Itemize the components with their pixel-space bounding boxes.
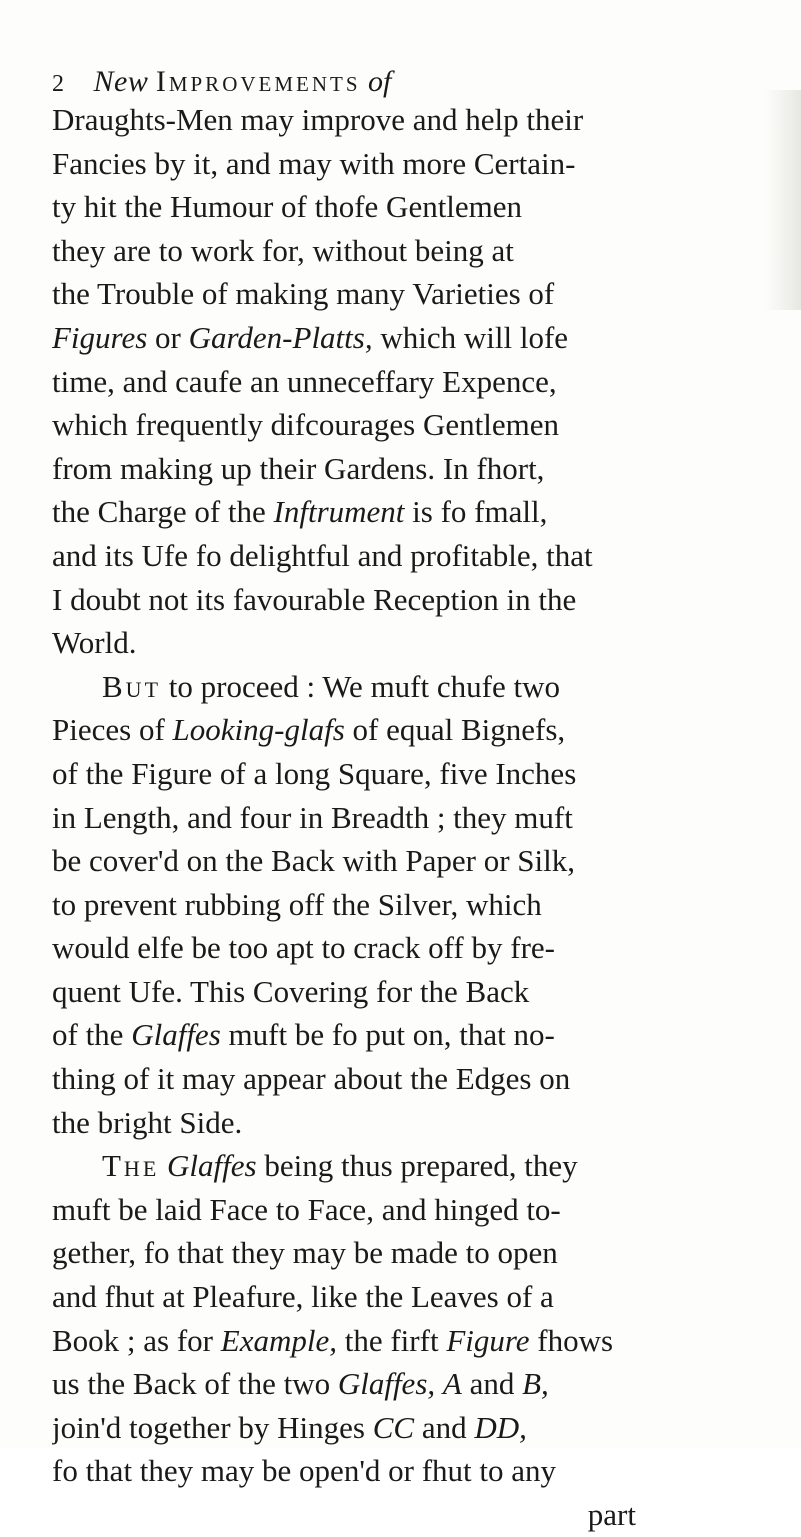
text-run: the Charge of the <box>52 494 274 530</box>
text-run: Book ; as for <box>52 1322 221 1358</box>
text-line <box>52 1231 752 1275</box>
text-run: Pieces of <box>52 712 173 748</box>
header-title-word: New <box>93 65 149 98</box>
text-run: which frequently difcourages Gentlemen <box>52 407 560 443</box>
text-line <box>52 665 752 709</box>
small-caps-run: But <box>102 668 162 704</box>
italic-run: Glaffes <box>167 1148 257 1184</box>
text-run: and <box>414 1409 475 1445</box>
text-line <box>52 1013 752 1057</box>
text-run: I doubt not its favourable Reception in the <box>52 581 577 617</box>
text-run: us the Back of the two <box>52 1366 338 1402</box>
text-line <box>52 1101 752 1145</box>
text-run: or <box>147 319 189 355</box>
text-run: to prevent rubbing off the Silver, which <box>52 886 542 922</box>
italic-run: DD, <box>474 1409 527 1445</box>
text-line <box>52 98 752 142</box>
text-run <box>159 1148 167 1183</box>
text-run: would elfe be too apt to crack off by fre- <box>52 930 555 966</box>
text-run: fo that they may be open'd or fhut to any <box>52 1453 557 1489</box>
text-run: in Length, and four in Breadth ; they muft <box>52 799 573 835</box>
text-line <box>52 752 752 796</box>
text-run: quent Ufe. This Covering for the Back <box>52 973 530 1009</box>
text-run: ty hit the Humour of thofe Gentlemen <box>52 189 523 225</box>
text-line <box>52 1406 752 1450</box>
text-run: thing of it may appear about the Edges on <box>52 1061 571 1097</box>
text-run: join'd together by Hinges <box>52 1409 373 1445</box>
text-run: of equal Bignefs, <box>344 712 566 748</box>
text-run: is fo fmall, <box>404 494 548 530</box>
text-line <box>52 1057 752 1101</box>
italic-run: CC <box>372 1409 415 1445</box>
header-title-of: of <box>368 65 392 98</box>
text-line <box>52 883 752 927</box>
text-line <box>52 578 752 622</box>
italic-run: A <box>442 1366 462 1402</box>
italic-run: Looking-glafs <box>172 712 345 748</box>
text-run: World. <box>52 625 137 661</box>
text-run: time, and caufe an unneceffary Expence, <box>52 363 557 399</box>
text-line <box>52 926 752 970</box>
italic-run: Figure <box>446 1322 530 1358</box>
text-line <box>52 403 752 447</box>
text-line <box>52 142 752 186</box>
text-line <box>52 1362 752 1406</box>
text-run: from making up their Gardens. In fhort, <box>52 450 545 486</box>
text-run: they are to work for, without being at <box>52 232 514 268</box>
text-run: to proceed : We muft chufe two <box>161 668 560 704</box>
text-run: muft be laid Face to Face, and hinged to- <box>52 1191 561 1227</box>
text-line <box>52 1449 752 1493</box>
italic-run: B, <box>522 1366 549 1402</box>
body-text <box>52 98 752 1537</box>
page-number: 2 <box>52 71 64 97</box>
text-line <box>52 796 752 840</box>
text-run: the Trouble of making many Varieties of <box>52 276 555 312</box>
text-run: be cover'd on the Back with Paper or Silk, <box>52 843 575 879</box>
text-line <box>52 708 752 752</box>
text-line <box>52 621 752 665</box>
text-line <box>52 447 752 491</box>
text-line <box>52 970 752 1014</box>
text-line <box>52 316 752 360</box>
text-run: of the <box>52 1017 132 1053</box>
header-title-caps: Improvements <box>155 65 361 98</box>
italic-run: Inftrument <box>273 494 405 530</box>
text-run: Fancies by it, and may with more Certain- <box>52 145 576 181</box>
text-run: the bright Side. <box>52 1104 243 1140</box>
italic-run: Garden-Platts, <box>188 319 373 355</box>
text-run: of the Figure of a long Square, five Inches <box>52 755 577 791</box>
text-line <box>52 1144 752 1188</box>
text-run: the firft <box>336 1322 447 1358</box>
text-line <box>52 360 752 404</box>
italic-run: Glaffes, <box>337 1366 436 1402</box>
text-run: being thus prepared, they <box>256 1148 578 1184</box>
text-run: Draughts-Men may improve and help their <box>52 102 584 137</box>
running-header <box>52 62 692 102</box>
text-line <box>52 185 752 229</box>
text-line <box>52 1188 752 1232</box>
text-line <box>52 534 752 578</box>
text-run: and <box>461 1366 523 1402</box>
text-run: and its Ufe fo delightful and profitable, that <box>52 537 593 573</box>
text-run: which will lofe <box>372 319 569 355</box>
text-line <box>52 1319 752 1363</box>
text-line <box>52 272 752 316</box>
catchword: part <box>587 1497 636 1532</box>
text-line <box>52 229 752 273</box>
text-run: muft be fo put on, that no- <box>220 1017 555 1053</box>
text-run: gether, fo that they may be made to open <box>52 1235 558 1271</box>
text-run: and fhut at Pleafure, like the Leaves of a <box>52 1279 554 1315</box>
page-edge-stain <box>765 90 801 310</box>
italic-run: Glaffes <box>131 1017 221 1053</box>
text-line <box>52 490 752 534</box>
small-caps-run: The <box>102 1148 160 1184</box>
text-run: fhows <box>529 1322 614 1358</box>
text-run <box>435 1366 443 1401</box>
text-line <box>52 839 752 883</box>
italic-run: Example, <box>220 1322 337 1358</box>
text-line <box>52 1275 752 1319</box>
italic-run: Figures <box>52 319 148 355</box>
